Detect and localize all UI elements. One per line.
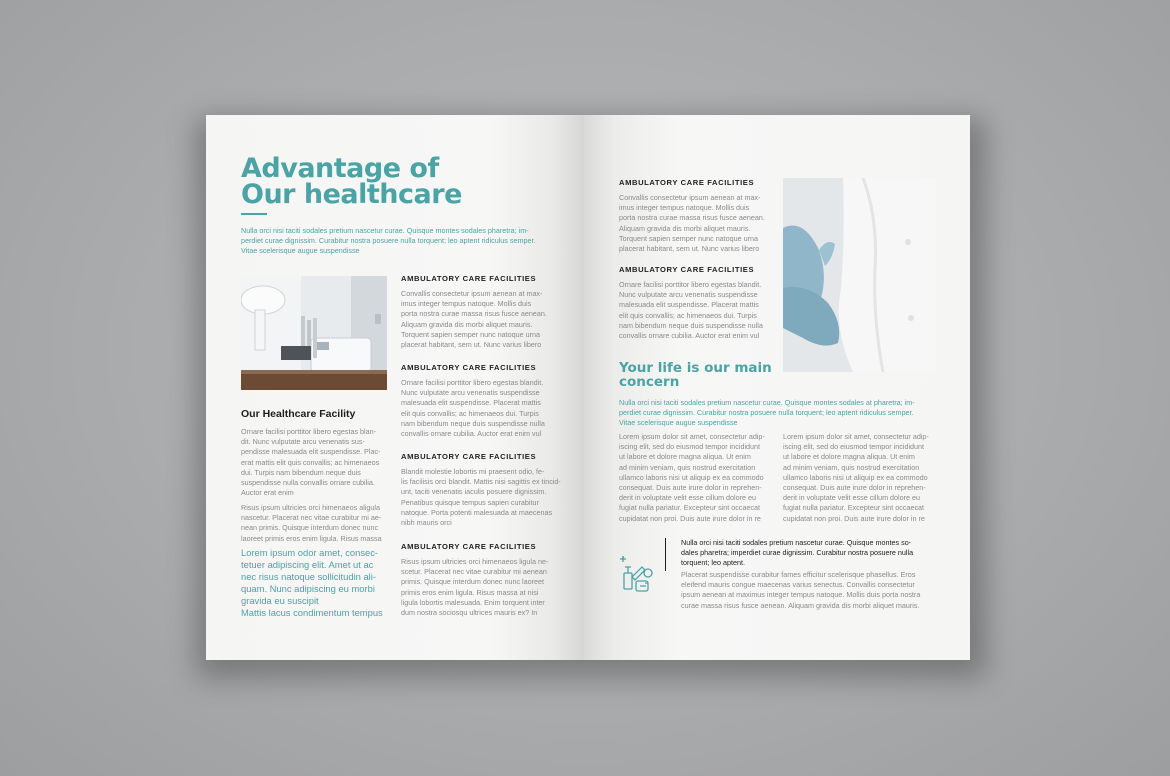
facility-paragraph-2 [241,503,391,544]
page-title-line1: Advantage of [241,153,439,184]
callout-quote [681,538,951,568]
text-line: nascetur. Placerat nec vitae curabitur mi ae- [241,513,382,523]
title-rule [241,213,267,215]
text-line: placerat habitant, sem ut. Nunc varius libero [401,340,542,350]
section-4 [401,542,561,618]
text-line: Convallis consectetur ipsum aenean at max- [619,193,761,202]
body-column-1 [619,432,779,524]
text-line: Lorem ipsum dolor sit amet, consectetur adip- [619,432,765,441]
body-column-2 [783,432,943,524]
text-line: primis eros enim ligula. Risus massa at nisi [401,587,539,597]
right-page [584,115,970,660]
text-line: iscing elit, sed do eiusmod tempor incididunt [783,442,925,452]
text-line: nibh mauris orci [401,518,452,528]
text-line: cupidatat non proi. Duis aute irure dolor in re [619,513,761,523]
text-line: scetur. Placerat nec vitae curabitur mi aenean [401,567,547,577]
text-line: nean primis. Quisque interdum donec nunc [241,523,379,533]
right-section-1 [619,178,779,254]
text-line: nam bibendum neque duis suspendisse nulla [401,418,545,428]
section-body [619,193,779,254]
text-line: ipsum aenean at maximus integer tempus natoque. Mollis duis porta nostra [681,590,921,600]
lead-line: gravida eu suscipit [241,595,319,606]
section-heading: AMBULATORY CARE FACILITIES [619,265,755,274]
text-line: nam bibendum neque duis suspendisse nulla [619,320,763,330]
intro-paragraph [241,226,561,256]
section-3 [401,452,561,528]
right-intro-paragraph [619,398,949,428]
quote-line: torquent; leo aptent. [681,558,745,567]
quote-line: dales pharetra; imperdiet curae dignissim. Curabitur nostra posuere nulla [681,548,914,557]
text-line: elit quis convallis; ac himenaeos dui. Turpis [401,408,539,418]
text-line: consequat. Duis aute irure dolor in reprehen- [783,483,926,493]
text-line: fugiat nulla pariatur. Excepteur sint occaecat [783,503,925,513]
text-line: derit in voluptate velit esse cillum dolore eu [783,493,921,503]
lead-line: tetuer adipiscing elit. Amet ut ac [241,559,374,570]
callout-body [681,570,951,611]
medicine-icon [618,553,656,595]
section-heading: AMBULATORY CARE FACILITIES [401,452,537,461]
doctor-gloves-image [783,178,936,372]
section-heading: AMBULATORY CARE FACILITIES [401,542,537,551]
text-line: convallis ornare cubilia. Auctor erat enim vul [401,429,542,439]
text-line: placerat habitant, sem ut. Nunc varius libero [619,244,760,254]
intro-line: Vitae scelerisque augue suspendisse [241,246,360,255]
text-line: suspendisse nulla convallis ornare cubilia. [241,478,375,488]
text-line: ligula lobortis malesuada. Enim torquent inter [401,597,545,607]
section-heading: AMBULATORY CARE FACILITIES [619,178,755,187]
lead-line: Lorem ipsum odor amet, consec- [241,547,379,558]
text-line: dum nostra sociosqu ultrices mauris ex? In [401,608,538,618]
facility-heading: Our Healthcare Facility [241,408,356,420]
text-line: Risus ipsum ultricies orci himenaeos ligula ne- [401,557,549,566]
text-line: Nunc vulputate arcu venenatis suspendisse [619,290,758,300]
text-line: porta nostra curae massa risus fusce aenean. [619,213,765,223]
section-body [401,289,561,350]
intro-line: perdiet curae dignissim. Curabitur nostra posuere nulla torquent; leo aptent ridiculus semper. [241,236,536,245]
text-line: Convallis consectetur ipsum aenean at max- [401,289,543,298]
section-title-line1: Your life is our main [619,360,772,376]
text-line: Torquent sapien semper nunc natoque urna [401,329,541,339]
text-line: pendisse malesuada elit suspendisse. Plac- [241,447,381,457]
quote-line: Nulla orci nisi taciti sodales pretium nascetur curae. Quisque montes so- [681,538,912,547]
text-line: Ornare facilisi porttitor libero egestas blandit. [401,378,544,387]
text-line: natoque. Porta potenti malesuada at maecenas [401,507,553,517]
text-line: erat mattis elit quis convallis; ac himenaeos [241,457,380,467]
intro-line: Nulla orci nisi taciti sodales pretium nascetur curae. Quisque montes sodales at pharetra; im- [619,398,915,407]
text-line: Nunc vulputate arcu venenatis suspendisse [401,388,540,398]
text-line: Penatibus quisque tempus sapien curabitur [401,497,539,507]
lead-line: nec risus natoque sollicitudin ali- [241,571,376,582]
quote-divider [665,538,666,571]
text-line: ullamco laboris nisi ut aliquip ex ea commodo [783,472,928,482]
text-line: Placerat suspendisse curabitur fames efficitur scelerisque phasellus. Eros [681,570,916,579]
text-line: Risus ipsum ultricies orci himenaeos aligula [241,503,381,512]
text-line: dui. Turpis nam bibendum neque duis [241,467,361,477]
text-line: Ornare facilisi porttitor libero egestas blandit. [619,280,762,289]
text-line: unt, taciti venenatis iaculis posuere dignissim. [401,487,547,497]
text-line: fugiat nulla pariatur. Excepteur sint occaecat [619,503,761,513]
text-line: Auctor erat enim [241,488,294,498]
intro-line: Nulla orci nisi taciti sodales pretium nascetur curae. Quisque montes sodales pharetra; im- [241,226,529,235]
text-line: Aliquam gravida dis morbi aliquet mauris. [619,223,751,233]
text-line: malesuada elit suspendisse. Placerat mattis [619,300,759,310]
section-body [401,557,561,618]
intro-line: Vitae scelerisque augue suspendisse [619,418,738,427]
text-line: malesuada elit suspendisse. Placerat mattis [401,398,541,408]
text-line: curae massa risus fusce aenean. Aliquam gravida dis morbi aliquet mauris. [681,600,920,610]
text-line: ad minim veniam, quis nostrud exercitation [619,462,756,472]
section-body [401,378,561,439]
text-line: convallis ornare cubilia. Auctor erat enim vul [619,331,760,341]
facility-paragraph-1 [241,427,391,498]
text-line: cupidatat non proi. Duis aute irure dolor in re [783,513,925,523]
dental-office-image [241,276,387,390]
lead-line: Mattis lacus condimentum tempus [241,607,383,618]
text-line: Blandit molestie lobortis mi praesent odio, fe- [401,467,545,476]
section-1 [401,274,561,350]
page-title-line2: Our healthcare [241,179,462,210]
text-line: elit quis convallis; ac himenaeos dui. Turpis [619,310,757,320]
section-2 [401,363,561,439]
left-page [206,115,584,660]
text-line: imus integer tempus natoque. Mollis duis [619,203,750,213]
text-line: Torquent sapien semper nunc natoque urna [619,233,759,243]
section-heading: AMBULATORY CARE FACILITIES [401,363,537,372]
intro-line: perdiet curae dignissim. Curabitur nostra posuere nulla torquent; leo aptent ridiculus semper. [619,408,914,417]
section-body [401,467,561,528]
text-line: eleifend mauris congue maecenas varius senectus. Convallis consectetur [681,580,915,590]
section-body [619,280,779,341]
text-line: lis facilisis orci blandit. Mattis nisi sagittis ex tincid- [401,477,561,487]
text-line: Lorem ipsum dolor sit amet, consectetur adip- [783,432,929,441]
section-title-line2: concern [619,374,680,390]
text-line: Ornare facilisi porttitor libero egestas blan- [241,427,377,436]
text-line: consequat. Duis aute irure dolor in reprehen- [619,483,762,493]
text-line: primis. Quisque interdum donec nunc laoreet [401,577,545,587]
text-line: derit in voluptate velit esse cillum dolore eu [619,493,757,503]
text-line: ut labore et dolore magna aliqua. Ut enim [619,452,751,462]
section-heading: AMBULATORY CARE FACILITIES [401,274,537,283]
lead-quote [241,547,391,619]
text-line: imus integer tempus natoque. Mollis duis [401,299,532,309]
text-line: porta nostra curae massa risus fusce aenean. [401,309,547,319]
lead-line: quam. Nunc adipiscing eu morbi [241,583,375,594]
text-line: ullamco laboris nisi ut aliquip ex ea commodo [619,472,764,482]
text-line: ad minim veniam, quis nostrud exercitation [783,462,920,472]
text-line: iscing elit, sed do eiusmod tempor incididunt [619,442,761,452]
right-section-2 [619,265,779,341]
text-line: dit. Nunc vulputate arcu venenatis sus- [241,437,365,447]
text-line: laoreet primis eros enim ligula. Risus massa [241,533,382,543]
text-line: Aliquam gravida dis morbi aliquet mauris. [401,319,533,329]
text-line: ut labore et dolore magna aliqua. Ut enim [783,452,915,462]
